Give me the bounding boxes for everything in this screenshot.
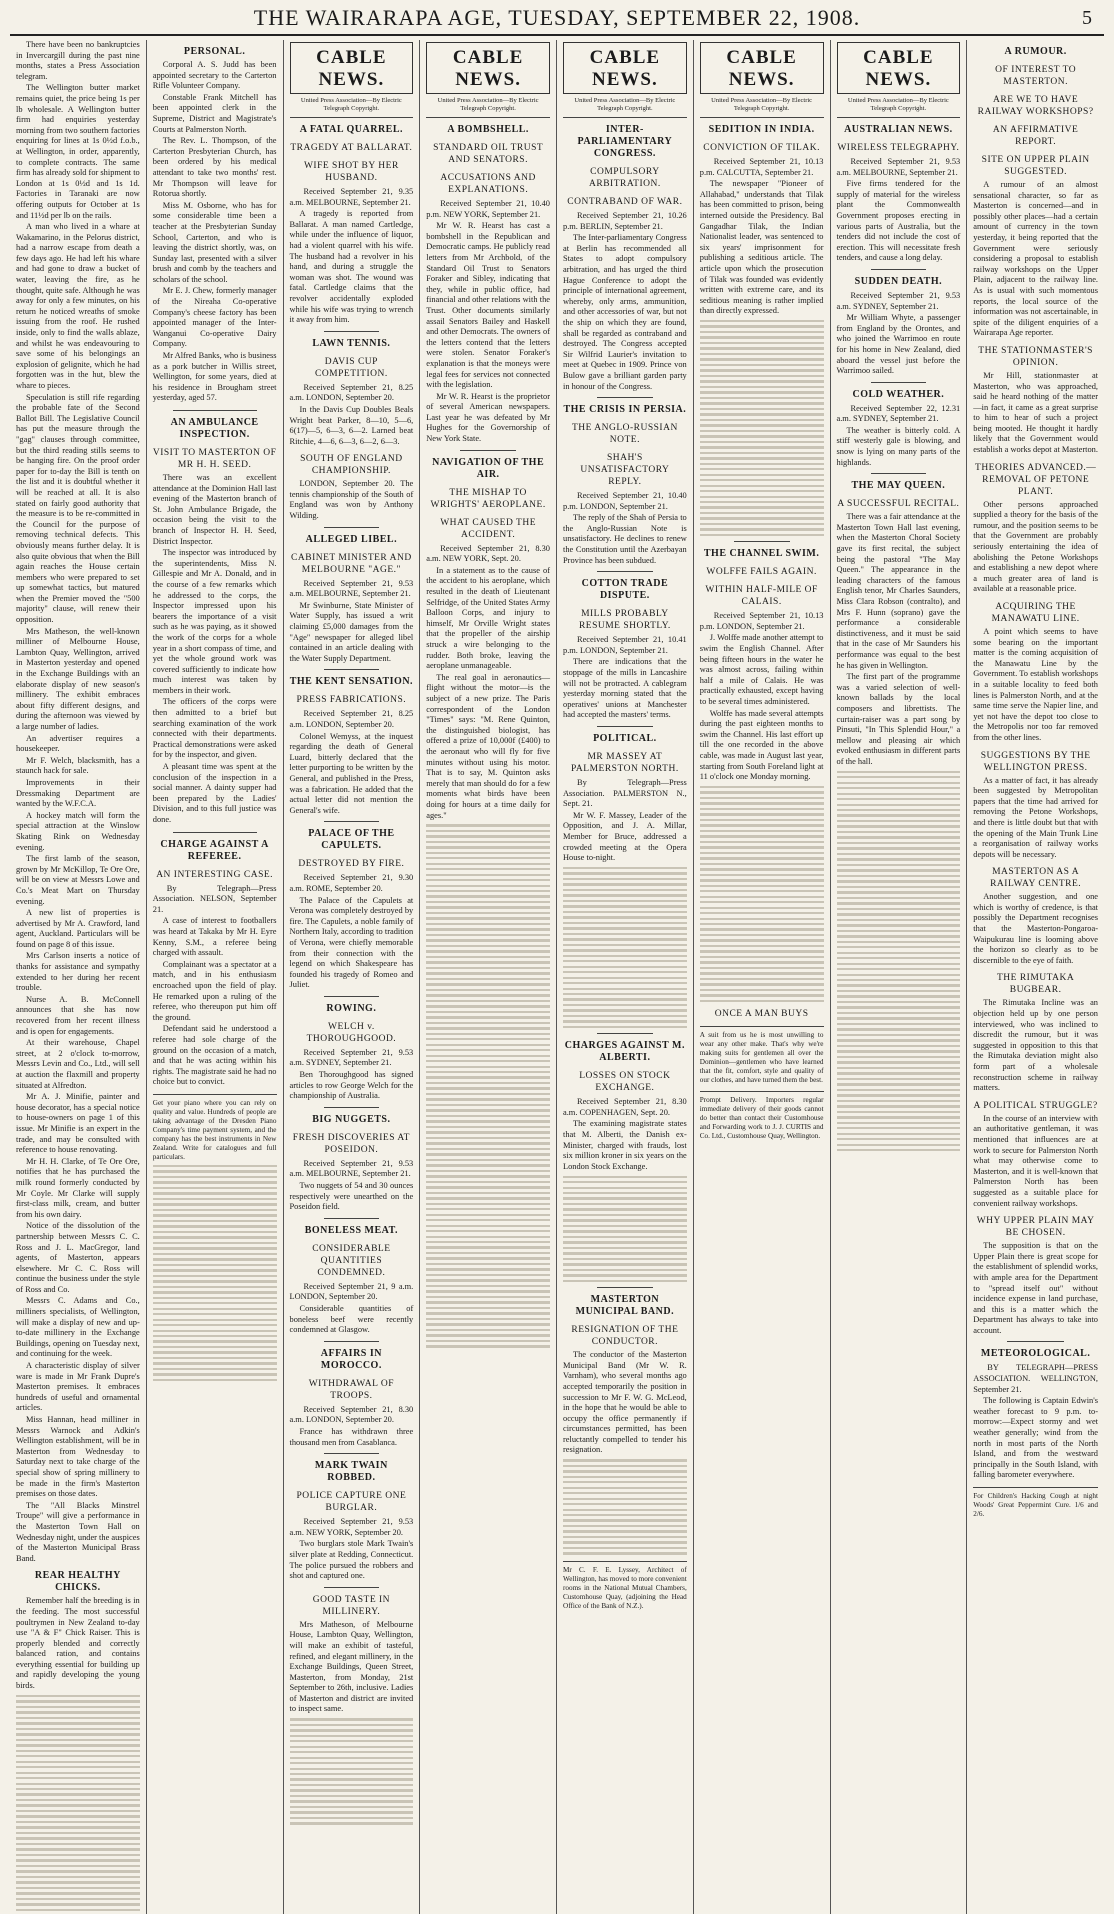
article-heading: CHARGES AGAINST M. ALBERTI. [564, 1040, 685, 1064]
article-subheading: MILLS PROBABLY RESUME SHORTLY. [578, 609, 671, 632]
credit-line: United Press Association—By Electric Telegraph Copyright. [563, 97, 687, 118]
article-subheading: WIRELESS TELEGRAPHY. [837, 143, 960, 153]
news-paragraph: A case of interest to footballers was heard at Takaka by Mr H. Eyre Kenny, S.M., a referee being charged with assault. [152, 916, 277, 958]
article-subheading: THE MISHAP TO WRIGHTS' AEROPLANE. [430, 487, 546, 510]
news-paragraph: There have been no bankruptcies in Invercargill during the past nine months, states a Press Association telegram. [16, 40, 140, 81]
article-subheading: MR MASSEY AT PALMERSTON NORTH. [571, 752, 679, 774]
dateline: Received September 22, 12.31 a.m. SYDNEY, September 21. [836, 403, 961, 424]
advertisement: A suit from us he is most unwilling to wear any other make. That's why we're making suits for gentlemen all over the Dominion—gentlemen who have learned that the fit, comfort, style and quality of our clothes, and have turned them the best. [700, 1026, 824, 1085]
cable-news-header: CABLE NEWS. [700, 42, 824, 94]
news-paragraph: The Palace of the Capulets at Verona was completely destroyed by fire. The Capulets, a noble family of Northern Italy, according to tradition of Verona, were chiefly memorable from their connection with the legend on which Shakespeare has founded his tragedy of Romeo and Juliet. [289, 895, 414, 990]
news-paragraph: Mr H. H. Clarke, of Te Ore Ore, notifies that he has purchased the milk round formerly conducted by Mr Coyle. Mr Clarke will supply first-class milk, cream, and butter from his own dairy. [16, 1156, 140, 1219]
text-filler [837, 771, 961, 1152]
article-heading: A RUMOUR. [1004, 46, 1067, 57]
divider [597, 726, 653, 727]
news-paragraph: Mrs Matheson, the well-known milliner of Melbourne House, Lambton Quay, Wellington, arrived in Masterton yesterday and opened in the Exchange Buildings with an elaborate display of new season's millinery. The exhibit embraces about fifty different designs, and during the afternoon was viewed by a large number of ladies. [16, 626, 140, 731]
text-filler [290, 1718, 414, 1825]
article-subheading: DESTROYED BY FIRE. [298, 859, 405, 870]
article-subheading: OF INTEREST TO MASTERTON. [995, 65, 1077, 87]
divider [871, 382, 927, 383]
article-heading: THE CHANNEL SWIM. [703, 548, 820, 560]
news-paragraph: A tragedy is reported from Ballarat. A man named Cartledge, while under the influence of liquor, had a violent quarrel with his wife. The husband had a revolver in his hand, and during a struggle the woman was shot. The wound was fatal. Cartledge claims that the revolver accidentally exploded while his wife was trying to wrench it away from him. [289, 209, 414, 325]
news-paragraph: The supposition is that on the Upper Plain there is great scope for the establishment of splendid works, with ample area for the Department to "spread itself out" without incidence expense in land purchase, and this is a matter which the Department has always to take into account. [973, 1241, 1098, 1335]
text-filler [16, 1695, 140, 1911]
article-subheading: WOLFFE FAILS AGAIN. [706, 567, 817, 578]
article-subheading: SOUTH OF ENGLAND CHAMPIONSHIP. [300, 454, 403, 477]
text-filler [700, 786, 824, 1002]
dateline: By Telegraph—Press Association. NELSON, September 21. [152, 883, 277, 914]
news-paragraph: Mr Hill, stationmaster at Masterton, who was approached, said he heard nothing of the matter—in fact, it came as a great surprise to him to hear of such a project being mooted. He thought it hardly likely that the Government would establish a works depot at Masterton. [973, 370, 1098, 455]
news-paragraph: Complainant was a spectator at a match, and in his enthusiasm encroached upon the field of play. He remarked upon a ruling of the referee, who thereupon put him off the ground. [152, 959, 277, 1022]
article-subheading: COMPULSORY ARBITRATION. [589, 167, 661, 189]
news-paragraph: Corporal A. S. Judd has been appointed secretary to the Carterton Rifle Volunteer Company. [152, 60, 277, 91]
article-subheading: AN AFFIRMATIVE REPORT. [992, 125, 1079, 147]
news-paragraph: The examining magistrate states that M. Alberti, the Danish ex-Minister, charged with frauds, lost six million kroner in six years on the London Stock Exchange. [563, 1119, 687, 1171]
news-paragraph: Two burglars stole Mark Twain's silver plate at Redding, Connecticut. The police pursued the robbers and shot and captured one. [289, 1539, 414, 1581]
dateline: Received September 21, 10.13 p.m. CALCUTTA, September 21. [699, 157, 824, 177]
news-paragraph: In the Davis Cup Doubles Beals Wright beat Parker, 8—10, 5—6, 6(17)—5, 6—3, 6—2. Larned beat Ritchie, 4—6, 6—3, 6—2, 6—3. [289, 404, 414, 446]
dateline: Received September 21, 9.53 a.m. MELBOURNE, September 21. [836, 157, 961, 177]
credit-line: United Press Association—By Electric Telegraph Copyright. [426, 97, 550, 118]
news-paragraph: Defendant said he understood a referee had sole charge of the ground on the occasion of a match, and that he was acting within his rights. The magistrate said he had no choice but to convict. [152, 1024, 277, 1087]
news-paragraph: There was an excellent attendance at the Dominion Hall last evening of the Masterton branch of St. John Ambulance Brigade, the occasion being the visit to the branch of Inspector H. H. Seed, District Inspector. [152, 473, 277, 546]
dateline: Received September 21, 9.35 a.m. MELBOURNE, September 21. [289, 187, 414, 207]
article-heading: ALLEGED LIBEL. [305, 533, 398, 545]
divider [324, 1107, 380, 1108]
article-subheading: STANDARD OIL TRUST AND SENATORS. [433, 143, 544, 165]
article-subheading: DAVIS CUP COMPETITION. [314, 356, 388, 379]
section-subheading: ACQUIRING THE MANAWATU LINE. [991, 602, 1080, 624]
column-1 [10, 40, 147, 1914]
news-paragraph: The Rev. L. Thompson, of the Carterton Presbyterian Church, has been ordered by his medical attendant to take two months' rest. Mr Thompson will leave for Rotorua shortly. [152, 136, 277, 199]
column-4 [420, 40, 557, 1914]
article-heading: THE KENT SENSATION. [289, 676, 414, 688]
article-heading: POLITICAL. [593, 733, 657, 744]
news-paragraph: There was a fair attendance at the Masterton Town Hall last evening, when the Masterton Choral Society gave its first recital, the subject being the pastoral "The May Queen." The appearance in the leading characters of the famous English tenor, Mr Charles Saunders, Miss Clara Robson (contralto), and Mrs F. Hunn (soprano) gave the performance a considerable distinctiveness, and it must be said that in the case of Mr Saunders his performance was equal to the best he has given in Wellington. [836, 512, 961, 670]
section-heading: PERSONAL. [183, 46, 246, 57]
news-paragraph: Mr Alfred Banks, who is business as a pork butcher in Willis street, Wellington, for some years, died at his residence in Brougham street yesterday, aged 57. [152, 351, 277, 403]
news-paragraph: Mr E. J. Chew, formerly manager of the Nireaha Co-operative Company's cheese factory has been appointed manager of the Inter-Wanganui Co-operative Dairy Company. [152, 286, 277, 349]
news-paragraph: The newspaper "Pioneer of Allahabad," understands that Tilak has been committed to prison, being interned outside the Presidency. Bal Gangadhar Tilak, the Indian Nationalist leader, was sentenced to six years' imprisonment for publishing a seditious article. The article upon which the prosecution of Tilak was founded was evidently written with extreme care, and its seditious meaning is rather implied than directly expressed. [699, 179, 824, 316]
news-paragraph: A new list of properties is advertised by Mr A. Crawford, land agent, Auckland. Particulars will be found on page 8 of this issue. [16, 908, 140, 949]
advertisement: Prompt Delivery. Importers regular immediate delivery of their goods cannot do better than contact their Customhouse and Forwarding work to J. J. CURTIS and Co. Ltd., Customhouse Quay, Wellington. [700, 1091, 824, 1141]
credit-line: United Press Association—By Electric Telegraph Copyright. [837, 97, 961, 118]
divider [597, 397, 653, 398]
news-paragraph: In the course of an interview with an authoritative gentleman, it was mentioned that influences are at work to secure for Palmerston North what may otherwise come to Masterton, and it is well-known that Palmerston North has been suggested as a suitable place for convenient railway workshops. [973, 1113, 1098, 1208]
news-paragraph: Mr W. R. Hearst is the proprietor of several American newspapers. Last year he was defeated by Mr Hughes for the Governorship of New York State. [426, 391, 550, 444]
news-paragraph: Colonel Wemyss, at the inquest regarding the death of General Luard, bitterly declared that the letter purporting to be written by the General, and published in the Press, was a fabrication. He added that the actual letter did not mention the General's wife. [289, 731, 414, 815]
divider [1007, 1341, 1064, 1342]
news-paragraph: In a statement as to the cause of the accident to his aeroplane, which resulted in the death of Lieutenant Selfridge, of the United States Army Balloon Corps, and injury to himself, Mr Orville Wright states that the propeller of the airship struck a wire belonging to the rudder. Both broke, leaving the aeroplane unmanageable. [426, 565, 550, 671]
section-subheading: THEORIES ADVANCED.—REMOVAL OF PETONE PLANT. [975, 462, 1097, 497]
article-heading: CHARGE AGAINST A REFEREE. [160, 838, 269, 862]
divider [597, 571, 653, 572]
article-heading: COLD WEATHER. [852, 388, 945, 400]
news-paragraph: J. Wolffe made another attempt to swim the English Channel. After being fifteen hours in the water he was almost across, failing within half a mile of Calais. He was practically exhausted, except having to be several times administered. [699, 633, 824, 707]
news-paragraph: Mr Swinburne, State Minister of Water Supply, has issued a writ claiming £5,000 damages from the "Age" newspaper for alleged libel contained in an article dealing with the Water Supply Department. [289, 600, 414, 663]
text-filler [153, 1165, 277, 1381]
news-paragraph: LONDON, September 20. The tennis championship of the South of England was won by Anthony Wilding. [289, 479, 414, 521]
column-7 [831, 40, 968, 1914]
divider [324, 527, 380, 528]
cable-news-header: CABLE NEWS. [290, 42, 414, 94]
article-heading: COTTON TRADE DISPUTE. [581, 578, 669, 602]
dateline: Received September 21, 9.53 a.m. SYDNEY, September 21. [289, 1047, 414, 1068]
article-heading: AN AMBULANCE INSPECTION. [170, 417, 259, 440]
news-paragraph: A point which seems to have some bearing on the important matter is the coming acquisition of the Manawatu Line by the Government. To establish workshops in a suitable locality to feed both lines is Palmerston North, and at the same time serve the Napier line, and yet not have the depot too close to the Metropolis nor too far removed from the other lines. [973, 627, 1098, 742]
news-paragraph: Another suggestion, and one which is worthy of credence, is that possibly the Department recognises that the Masterton-Pongaroa-Waipukurau line is looming above the horizon so clearly as to be discernible to the eye of faith. [973, 892, 1098, 965]
news-paragraph: The reply of the Shah of Persia to the Anglo-Russian Note is unsatisfactory. He declines to renew the Constitution until the Azerbayan Province has been subdued. [563, 513, 687, 565]
news-paragraph: Mr W. R. Hearst has cast a bombshell in the Republican and Democratic camps. He publicly read letters from Mr Archbold, of the Standard Oil Trust to Senators Foraker and Sibley, indicating that they, while in public office, had financial and other relations with the Trust. Other documents similarly assail Senators Bailey and Haskell and other Democrats. The owners of the letters contend that the letters were stolen. Senator Foraker's explanation is that the moneys were legal fees for services not connected with the legislation. [426, 221, 550, 390]
credit-line: United Press Association—By Electric Telegraph Copyright. [290, 97, 414, 118]
news-paragraph: France has withdrawn three thousand men from Casablanca. [289, 1426, 414, 1447]
text-filler [563, 1176, 687, 1283]
article-heading: LAWN TENNIS. [312, 337, 391, 349]
columns [10, 40, 1104, 1714]
article-heading: INTER-PARLIAMENTARY CONGRESS. [577, 124, 673, 159]
section-subheading: WHY UPPER PLAIN MAY BE CHOSEN. [976, 1216, 1095, 1239]
dateline: Received September 21, 8.25 a.m. LONDON, September 20. [289, 709, 414, 729]
news-paragraph: Speculation is still rife regarding the probable fate of the Second Ballot Bill. The Legislative Council has put the measure through the "gag" clauses through committee, but the third reading stills seems to be hanging fire. On the proof order paper for to-day the Bill is tenth on the list and it is doubtful whether it will be reached at all. It is also stated on fairly good authority that the measure is to be re-committed in the Council for the purpose of removing technical defects. This obviously means further delay. It is also quite obvious that when the Bill again reaches the House certain members who were prepared to set up somewhat tactics, but matured when the Premier moved the "500 majority" clause, will renew their opposition. [16, 392, 140, 625]
divider [460, 450, 516, 451]
news-paragraph: The officers of the corps were then admitted to a brief but searching examination of the work connected with their departments. Practical demonstrations were asked for by the inspector, and given. [152, 697, 277, 760]
dateline: Received September 21, 10.40 p.m. NEW YORK, September 21. [426, 199, 550, 219]
text-filler [563, 867, 687, 1028]
column-6 [694, 40, 831, 1914]
article-heading: METEOROLOGICAL. [980, 1348, 1091, 1360]
news-paragraph: At their warehouse, Chapel street, at 2 o'clock to-morrow, Messrs Levin and Co., Ltd., will sell at auction the flaxmill and property situated at Alfredton. [16, 1038, 140, 1090]
article-subheading: WELCH v. THOROUGHGOOD. [306, 1021, 397, 1044]
article-subheading: FRESH DISCOVERIES AT POSEIDON. [292, 1132, 410, 1155]
section-subheading: THE RIMUTAKA BUGBEAR. [996, 973, 1075, 996]
divider [871, 269, 927, 270]
article-subheading: CONVICTION OF TILAK. [703, 143, 820, 153]
text-filler [563, 1459, 687, 1555]
news-paragraph: Ben Thoroughgood has signed articles to row George Welch for the championship of Australia. [289, 1070, 414, 1101]
divider [597, 1033, 653, 1034]
news-paragraph: The first part of the programme was a varied selection of well-known ballads by the local composers and librettists. The curtain-raiser was a part song by Pinsuti, "In This Splendid Hour," a mellow and pleasing air which evoked enthusiasm in different parts of the hall. [836, 672, 961, 766]
news-paragraph: Mr W. F. Massey, Leader of the Opposition, and J. A. Millar, Member for Bruce, addressed a crowded meeting at the Opera House to-night. [563, 810, 687, 863]
masthead [10, 0, 1104, 36]
advertisement: Get your piano where you can rely on quality and value. Hundreds of people are taking advantage of the Dresden Piano Company's time payment system, and the company has the best instruments in New Zealand. Write for catalogues and full particulars. [153, 1094, 277, 1162]
column-2 [147, 40, 284, 1914]
dateline: Received September 21, 9.53 a.m. MELBOURNE, September 21. [289, 578, 414, 599]
article-heading: PALACE OF THE CAPULETS. [308, 828, 395, 852]
news-paragraph: Wolffe has made several attempts during the past eighteen months to swim the Channel. His last effort up till the one recorded in the above cable, was made in August last year, starting from South Foreland light at 11 o'clock one Monday morning. [699, 708, 824, 782]
news-paragraph: Two nuggets of 54 and 30 ounces respectively were unearthed on the Poseidon field. [289, 1181, 414, 1212]
column-3 [284, 40, 421, 1914]
divider [173, 832, 257, 833]
article-heading: THE CRISIS IN PERSIA. [563, 404, 687, 416]
article-heading: BIG NUGGETS. [312, 1113, 391, 1125]
news-paragraph: Mrs Carlson inserts a notice of thanks for assistance and sympathy extended to her during her recent trouble. [16, 951, 140, 993]
article-subheading: CABINET MINISTER AND MELBOURNE "AGE." [291, 552, 412, 575]
news-paragraph: The Wellington butter market remains quiet, the price being 1s per lb wholesale. A Wellington butter firm had enquiries yesterday morning from two southern factories enquiring for lines at 1s 0½d f.o.b., at Wellington, in order, apparently, to complete contracts. The same firm has already sold for shipment to London at 1s 0½d and 1s 1d. Factories in Taranaki are now offering outputs for October at 1s and 11½d per lb on the rails. [16, 83, 140, 220]
divider [734, 541, 790, 542]
article-subheading: THE ANGLO-RUSSIAN NOTE. [571, 423, 678, 446]
news-paragraph: A characteristic display of silver ware is made in Mr Frank Dupre's Masterton premises. It embraces hundreds of useful and ornamental articles. [16, 1361, 140, 1413]
article-subheading: POLICE CAPTURE ONE BURGLAR. [296, 1491, 407, 1514]
article-heading: ROWING. [326, 1002, 377, 1014]
section-subheading: MASTERTON AS A RAILWAY CENTRE. [990, 867, 1082, 890]
news-paragraph: The "All Blacks Minstrel Troupe" will give a performance in the Masterton Town Hall on Wednesday night, under the auspices of the Masterton Municipal Brass Band. [16, 1500, 140, 1563]
article-heading: BONELESS MEAT. [304, 1224, 399, 1236]
article-subheading: CONTRABAND OF WAR. [567, 197, 683, 207]
article-subheading: VISIT TO MASTERTON OF MR H. H. SEED. [152, 448, 277, 470]
dateline: Received September 21, 10.26 p.m. BERLIN, September 21. [563, 211, 687, 231]
news-paragraph: The weather is bitterly cold. A stiff westerly gale is blowing, and snow is lying on many parts of the highlands. [836, 425, 961, 467]
ad-text: Remember half the breeding is in the feeding. The most successful poultrymen in New Zealand to-day use "A & F" Chick Raiser. This is properly blended and correctly balanced ration, and contains everything essential for building up and rapidly developing the young birds. [16, 1596, 140, 1691]
article-heading: A FATAL QUARREL. [299, 124, 404, 135]
cable-news-header: CABLE NEWS. [837, 42, 961, 94]
dateline: Received September 21, 9.53 a.m. NEW YORK, September 20. [289, 1517, 414, 1537]
divider [871, 473, 927, 474]
article-subheading: TRAGEDY AT BALLARAT. [290, 143, 413, 153]
dateline: Received September 21, 10.41 p.m. LONDON, September 21. [563, 635, 687, 655]
text-filler [426, 824, 550, 1347]
divider [324, 1341, 380, 1342]
article-subheading: SHAH'S UNSATISFACTORY REPLY. [580, 453, 670, 488]
dateline: Received September 21, 9.53 a.m. SYDNEY, September 21. [836, 290, 961, 311]
article-heading: GOOD TASTE IN MILLINERY. [312, 1594, 391, 1617]
news-paragraph: The following is Captain Edwin's weather forecast to 9 p.m. to-morrow:—Expect stormy and wet weather generally; wind from the north in most parts of the North Island, and from the westward principally in the South Island, with falling barometer everywhere. [973, 1396, 1098, 1480]
credit-line: United Press Association—By Electric Telegraph Copyright. [700, 97, 824, 118]
news-paragraph: A rumour of an almost sensational character, so far as Masterton is concerned—and in possibly other places—had a certain amount of currency in the town yesterday, it being reported that the Government were seriously considering a proposal to establish railway workshops on the Upper Plain, adjacent to the railway line. As is usual with such momentous reports, the local source of the information was not ascertainable, in spite of the diligent enquiries of a Wairarapa Age reporter. [973, 180, 1098, 338]
divider [324, 1587, 380, 1588]
news-paragraph: Mr F. Welch, blacksmith, has a staunch hack for sale. [16, 755, 140, 776]
article-subheading: PRESS FABRICATIONS. [296, 695, 407, 706]
article-subheading: RESIGNATION OF THE CONDUCTOR. [571, 1325, 679, 1348]
dateline: Received September 21, 9.53 a.m. MELBOURNE, September 21. [289, 1158, 414, 1179]
masthead-title: THE WAIRARAPA AGE, TUESDAY, SEPTEMBER 22, 1908. [253, 5, 861, 30]
dateline: Received September 21, 8.30 a.m. COPENHAGEN, Sept. 20. [563, 1097, 687, 1117]
advertisement: Mr C. F. E. Lyssey, Architect of Wellington, has moved to more convenient rooms in the National Mutual Chambers, Customhouse Quay, (adjoining the Head Office of the Bank of N.Z.). [563, 1561, 687, 1611]
news-paragraph: Nurse A. B. McConnell announces that she has now recovered from her recent illness and is open for engagements. [16, 994, 140, 1036]
article-heading: MARK TWAIN ROBBED. [314, 1460, 388, 1484]
article-subheading: A SUCCESSFUL RECITAL. [837, 499, 960, 510]
news-paragraph: The Rimutaka Incline was an objection held up by one person interviewed, who was inclined to discredit the rumour, but it was suggested in opposition to this that the Rimutaka deviation might also form part of a wholesale reconstruction scheme in railway matters. [973, 998, 1098, 1093]
news-paragraph: An advertiser requires a housekeeper. [16, 733, 140, 754]
advertisement: For Children's Hacking Cough at night Woods' Great Peppermint Cure. 1/6 and 2/6. [973, 1487, 1098, 1519]
dateline: Received September 21, 9 a.m. LONDON, September 20. [289, 1281, 414, 1302]
article-subheading: AN INTERESTING CASE. [156, 869, 274, 880]
dateline: Received September 21, 10.40 p.m. LONDON, September 21. [563, 491, 687, 511]
dateline: Received September 21, 8.25 a.m. LONDON, September 20. [289, 382, 414, 403]
news-paragraph: There are indications that the stoppage of the mills in Lancashire will not be protracted. A cablegram yesterday morning stated that the operatives' unions at Manchester had accepted the masters' terms. [563, 657, 687, 720]
section-subheading: SUGGESTIONS BY THE WELLINGTON PRESS. [980, 750, 1091, 773]
section-subheading: A POLITICAL STRUGGLE? [973, 1100, 1098, 1111]
article-heading: MASTERTON MUNICIPAL BAND. [575, 1294, 675, 1318]
divider [324, 1453, 380, 1454]
divider [324, 669, 380, 670]
news-paragraph: Five firms tendered for the supply of material for the wireless plant the Commonwealth Government proposes erecting in various parts of Australia, but the tenders did not include the cost of erection. This will necessitate fresh tenders, and cause a long delay. [836, 179, 961, 263]
news-paragraph: The conductor of the Masterton Municipal Band (Mr W. R. Varnham), who several months ago accepted temporarily the position in succession to Mr F. W. G. McLeod, in the hope that he would be able to occupy the office permanently if circumstances permitted, has been reluctantly compelled to tender his resignation. [563, 1350, 687, 1455]
article-subheading: CONSIDERABLE QUANTITIES CONDEMNED. [312, 1243, 391, 1278]
divider [324, 821, 380, 822]
article-heading: NAVIGATION OF THE AIR. [432, 456, 545, 480]
article-subheading: ACCUSATIONS AND EXPLANATIONS. [440, 173, 536, 195]
dateline: By Telegraph—Press Association. PALMERSTON N., Sept. 21. [563, 778, 687, 809]
news-paragraph: Messrs C. Adams and Co., milliners specialists, of Wellington, will make a display of new and up-to-date millinery in the Exchange Buildings, opening on Tuesday next, and continuing for the week. [16, 1296, 140, 1359]
dateline: Received September 21, 9.30 a.m. ROME, September 20. [289, 873, 414, 893]
page-number: 5 [1082, 7, 1092, 29]
dateline: BY TELEGRAPH—PRESS ASSOCIATION. WELLINGTON, September 21. [973, 1363, 1098, 1394]
news-paragraph: A man who lived in a whare at Wakamarino, in the Pelorus district, had a narrow escape from death a few days ago. He had left his whare and had gone to draw a bucket of water, leaving the fire, as he thought, quite safe. Although he was away for only a few minutes, on his return he noticed wreaths of smoke issuing from the roof. He rushed inside, only to find the walls ablaze, and whilst he was endeavouring to save some of his belongings an explosion of gelignite, which he had forgotten was in the hut, blew the whare to pieces. [16, 222, 140, 390]
news-paragraph: Considerable quantities of boneless beef were recently condemned at Glasgow. [289, 1304, 414, 1335]
news-paragraph: As a matter of fact, it has already been suggested by Metropolitan papers that the time had arrived for removing the Petone Workshops, and there is little doubt but that with the opening of the Main Trunk Line a reorganisation of railway works depots will be necessary. [973, 775, 1098, 859]
article-heading: AFFAIRS IN MOROCCO. [320, 1347, 382, 1371]
column-5 [557, 40, 694, 1914]
text-filler [700, 320, 824, 536]
article-subheading: LOSSES ON STOCK EXCHANGE. [579, 1071, 671, 1094]
article-heading: A BOMBSHELL. [447, 124, 529, 135]
article-subheading: WITHDRAWAL OF TROOPS. [308, 1378, 395, 1401]
news-paragraph: The real goal in aeronautics—flight without the motor—is the subject of a new prize. The Paris correspondent of the London "Times" says: "M. Rene Quinton, the distinguished biologist, has offered a prize of 10,000f (£400) to the aeronaut who will fly for five minutes without using his motor. That is to say, M. Quinton asks merely that man should do for a few moments what birds have been doing for hours at a time daily for ages." [426, 672, 550, 820]
news-paragraph: The inspector was introduced by the superintendents, Miss N. Gillespie and Mr A. Donald, and in the course of a few remarks which he addressed to the corps, the Inspector impressed upon his bearers the importance of a visit such as he was paying, as it showed the work of the corps for a whole year in a short compass of time, and yet the whole ground work was covered sufficiently to indicate how much interest was taken by members in their work. [152, 548, 277, 695]
dateline: Received September 21, 8.30 a.m. LONDON, September 20. [289, 1404, 414, 1425]
article-subheading: SITE ON UPPER PLAIN SUGGESTED. [981, 155, 1090, 177]
news-paragraph: Mr William Whyte, a passenger from England by the Orontes, and who joined the Warrimoo en route for his home in New Zealand, died aboard the vessel just before the Warrimoo sailed. [836, 313, 961, 376]
article-heading: AUSTRALIAN NEWS. [844, 124, 953, 135]
article-heading: SEDITION IN INDIA. [708, 124, 815, 135]
column-8 [967, 40, 1104, 1914]
news-paragraph: A hockey match will form the special attraction at the Winslow Skating Rink on Wednesday evening. [16, 810, 140, 852]
news-paragraph: Miss Hannan, head milliner in Messrs Warnock and Adkin's Wellington establishment, will be in Masterton from Wednesday to Saturday next to take charge of the special show of spring millinery to be made in the firm's Masterton premises on those dates. [16, 1415, 140, 1499]
news-paragraph: Miss M. Osborne, who has for some considerable time been a teacher at the Presbyterian Sunday School, Carterton, and who is leaving the district shortly, was, on Sunday last, presented with a silver brush and comb by the teachers and scholars of the school. [152, 200, 277, 284]
cable-news-header: CABLE NEWS. [563, 42, 687, 94]
article-subheading: WITHIN HALF-MILE OF CALAIS. [705, 585, 818, 608]
ad-heading: ONCE A MAN BUYS [714, 1009, 809, 1020]
section-subheading: THE STATIONMASTER'S OPINION. [978, 345, 1093, 368]
article-heading: SUDDEN DEATH. [854, 275, 943, 287]
article-subheading: WHAT CAUSED THE ACCIDENT. [440, 517, 537, 540]
article-subheading: WIFE SHOT BY HER HUSBAND. [303, 161, 399, 183]
news-paragraph: Constable Frank Mitchell has been appointed clerk in the Supreme, District and Magistrate's Courts at Palmerston North. [152, 92, 277, 134]
news-paragraph: A pleasant time was spent at the conclusion of the inspection in a social manner. A dainty supper had been prepared by the Ladies' Division, and to this full justice was done. [152, 762, 277, 824]
divider [324, 996, 380, 997]
ad-heading: REAR HEALTHY CHICKS. [34, 1570, 121, 1594]
divider [173, 410, 257, 411]
news-paragraph: Mrs Matheson, of Melbourne House, Lambton Quay, Wellington, will make an exhibit of tasteful, refined, and elegant millinery, in the Exchange Buildings, Queen Street, Masterton, from Monday, 21st September to 26th, inclusive. Ladies of Masterton and district are invited to inspect same. [289, 1619, 414, 1714]
news-paragraph: Other persons approached supplied a theory for the basis of the rumour, and the position seems to be that the Government are probably seriously entertaining the idea of abolishing the Petone Workshops and establishing a new depot where a much greater area of land is available at a reasonable price. [973, 499, 1098, 594]
article-subheading: ARE WE TO HAVE RAILWAY WORKSHOPS? [977, 95, 1094, 117]
news-paragraph: Improvements in their Dressmaking Department are wanted by the W.F.C.A. [16, 777, 140, 809]
divider [324, 1218, 380, 1219]
dateline: Received September 21, 8.30 a.m. NEW YORK, Sept. 20. [426, 543, 550, 564]
news-paragraph: The first lamb of the season, grown by Mr McKillop, Te Ore Ore, will be on view at Messrs Lowe and Co.'s Meat Mart on Thursday evening. [16, 854, 140, 906]
news-paragraph: Notice of the dissolution of the partnership between Messrs C. C. Ross and J. L. MacGregor, land agents, of Masterton, appears elsewhere. Mr C. C. Ross will continue the business under the style of Ross and Co. [16, 1221, 140, 1294]
cable-news-header: CABLE NEWS. [426, 42, 550, 94]
news-paragraph: The Inter-parliamentary Congress at Berlin has recommended all States to adopt compulsory arbitration, and has urged the third Hague Conference to adopt the principle of international agreement, whereby, only arms, ammunition, and other accessories of war, but not the ship on which they are found, shall be regarded as contraband and destroyed. The Congress accepted Sir Wilfrid Laurier's invitation to meet at Quebec in 1909. Prince von Bulow gave a brilliant garden party in honour of the Congress. [563, 233, 687, 391]
news-paragraph: Mr A. J. Minifie, painter and house decorator, has a special notice to house-owners on page 1 of this issue. Mr Minifie is an expert in the trade, and may be consulted with reference to house renovating. [16, 1092, 140, 1155]
article-heading: THE MAY QUEEN. [851, 480, 946, 492]
divider [324, 331, 380, 332]
divider [597, 1287, 653, 1288]
dateline: Received September 21, 10.13 p.m. LONDON, September 21. [699, 611, 824, 631]
